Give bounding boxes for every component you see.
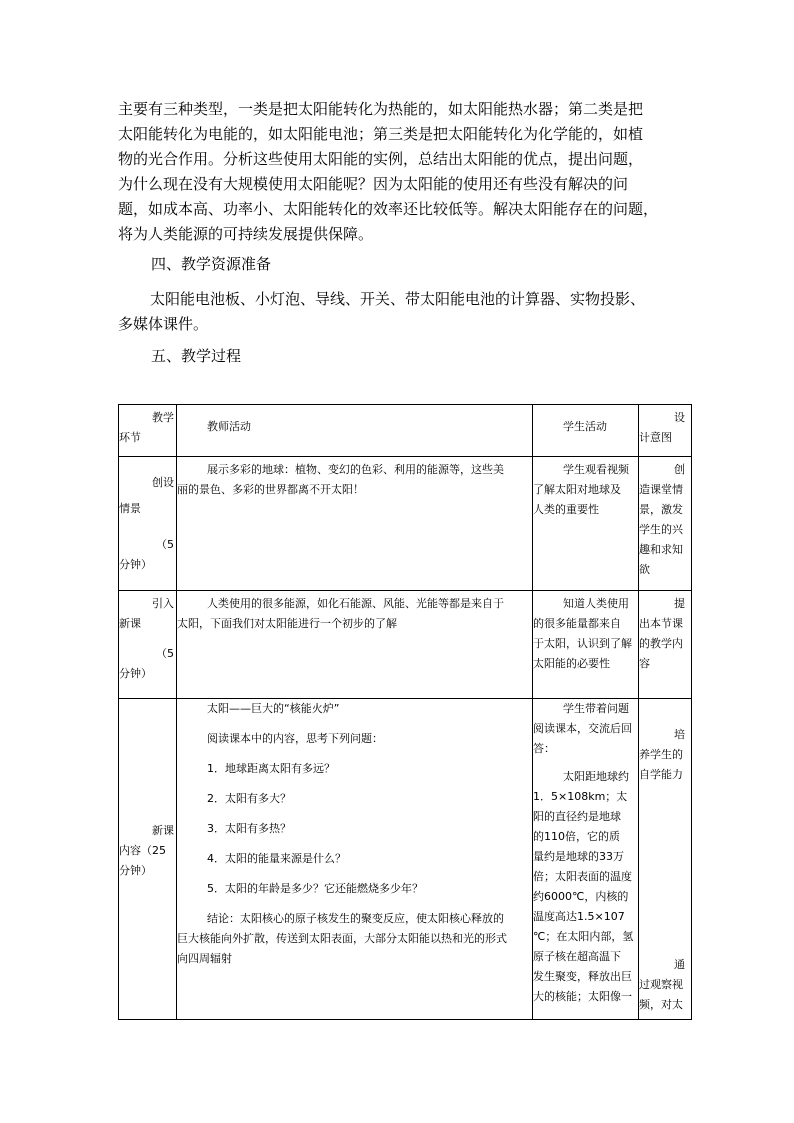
header-text: 环节: [119, 431, 141, 444]
cell-line: 趣和求知: [639, 543, 683, 556]
cell-line: 分钟）: [119, 864, 152, 877]
cell-line: 学生带着问题: [563, 702, 629, 715]
header-text: 计意图: [639, 431, 672, 444]
cell-line: 太阳距地球约: [563, 770, 629, 783]
header-student-activity: [533, 405, 639, 457]
teacher-activity-cell: [177, 457, 533, 591]
header-stage: [119, 405, 177, 457]
student-activity-cell: [533, 699, 639, 1020]
cell-line: 出本节课: [639, 617, 683, 630]
cell-line: 大的核能；太阳像一: [533, 990, 632, 1003]
cell-line: 容: [639, 657, 650, 670]
paragraph-line: 太阳能电池板、小灯泡、导线、开关、带太阳能电池的计算器、实物投影、: [150, 290, 646, 308]
cell-line: 养学生的: [639, 748, 683, 761]
cell-line: ℃；在太阳内部，氢: [533, 930, 634, 943]
paragraph-line: 太阳能转化为电能的，如太阳能电池；第三类是把太阳能转化为化学能的，如植: [118, 125, 644, 143]
cell-line: 结论：太阳核心的原子核发生的聚变反应，使太阳核心释放的: [207, 912, 504, 925]
cell-line: 情景: [119, 502, 141, 515]
cell-line: 人类使用的很多能源，如化石能源、风能、光能等都是来自于: [207, 597, 504, 610]
cell-line: 太阳能的必要性: [533, 657, 610, 670]
table-row: [119, 591, 692, 699]
design-intent-cell: [639, 591, 692, 699]
cell-line: 2．太阳有多大？: [207, 792, 291, 805]
stage-cell: [119, 591, 177, 699]
cell-line: 学生的兴: [639, 523, 683, 536]
section-heading-process: 五、教学过程: [151, 347, 242, 365]
header-teacher-activity: [177, 405, 533, 457]
cell-line: 引入: [152, 597, 174, 610]
cell-line: 频，对太: [639, 998, 683, 1011]
cell-line: 原子核在超高温下: [533, 950, 621, 963]
cell-line: 丽的景色、多彩的世界都离不开太阳！: [177, 483, 364, 496]
cell-line: 新课: [152, 824, 174, 837]
paragraph-line: 主要有三种类型，一类是把太阳能转化为热能的，如太阳能热水器；第二类是把: [118, 100, 644, 118]
paragraph-line: 物的光合作用。分析这些使用太阳能的实例，总结出太阳能的优点，提出问题，: [118, 150, 644, 168]
table-row: [119, 457, 692, 591]
paragraph-line: 多媒体课件。: [118, 315, 209, 333]
design-intent-cell: [639, 457, 692, 591]
cell-line: 欲: [639, 563, 650, 576]
cell-line: 发生聚变，释放出巨: [533, 970, 632, 983]
cell-line: 阅读课本中的内容，思考下列问题：: [207, 732, 383, 745]
cell-line: 知道人类使用: [563, 597, 629, 610]
cell-line: 5．太阳的年龄是多少？它还能燃烧多少年？: [207, 882, 423, 895]
cell-line: 景，激发: [639, 503, 683, 516]
cell-line: 太阳，下面我们对太阳能进行一个初步的了解: [177, 617, 397, 630]
table-header-row: [119, 405, 692, 457]
cell-line: 培: [674, 728, 685, 741]
cell-line: 3．太阳有多热？: [207, 822, 291, 835]
header-text: 教学: [152, 411, 174, 424]
cell-line: 创设: [152, 476, 174, 489]
intro-paragraph: [118, 97, 678, 247]
teacher-activity-cell: [177, 699, 533, 1020]
cell-line: 内容（25: [119, 844, 166, 857]
cell-line: 温度高达1.5×107: [533, 910, 625, 923]
cell-line: （5: [156, 647, 174, 660]
cell-line: 展示多彩的地球：植物、变幻的色彩、利用的能源等，这些美: [207, 463, 504, 476]
cell-line: 人类的重要性: [533, 503, 599, 516]
cell-line: 自学能力: [639, 768, 683, 781]
cell-line: 过观察视: [639, 978, 683, 991]
teacher-activity-cell: [177, 591, 533, 699]
cell-line: 1．地球距离太阳有多远？: [207, 762, 335, 775]
cell-line: 的教学内: [639, 637, 683, 650]
paragraph-line: 为什么现在没有大规模使用太阳能呢？因为太阳能的使用还有些没有解决的问: [118, 175, 629, 193]
cell-line: 阅读课本，交流后回: [533, 722, 632, 735]
cell-line: 的110倍，它的质: [533, 830, 620, 843]
header-design-intent: [639, 405, 692, 457]
cell-line: 4．太阳的能量来源是什么？: [207, 852, 346, 865]
cell-line: 分钟）: [119, 558, 152, 571]
cell-line: 巨大核能向外扩散，传送到太阳表面，大部分太阳能以热和光的形式: [177, 932, 507, 945]
cell-line: 量约是地球的33万: [533, 850, 624, 863]
stage-cell: [119, 457, 177, 591]
cell-line: 分钟）: [119, 667, 152, 680]
cell-line: 太阳——巨大的“核能火炉”: [207, 702, 340, 715]
cell-line: 创: [674, 463, 685, 476]
cell-line: 向四周辐射: [177, 952, 232, 965]
cell-line: 学生观看视频: [563, 463, 629, 476]
cell-line: 造课堂情: [639, 483, 683, 496]
resources-paragraph: [118, 287, 678, 337]
table-row: [119, 699, 692, 1020]
design-intent-cell: [639, 699, 692, 1020]
cell-line: 提: [674, 597, 685, 610]
header-text: 设: [674, 411, 685, 424]
cell-line: 于太阳，认识到了解: [533, 637, 632, 650]
paragraph-line: 题，如成本高、功率小、太阳能转化的效率还比较低等。解决太阳能存在的问题，: [118, 200, 659, 218]
stage-cell: [119, 699, 177, 1020]
header-text: 教师活动: [207, 420, 251, 433]
student-activity-cell: [533, 591, 639, 699]
lesson-process-table: [118, 404, 692, 1020]
header-text: 学生活动: [563, 420, 607, 433]
cell-line: 通: [674, 958, 685, 971]
paragraph-line: 将为人类能源的可持续发展提供保障。: [118, 225, 374, 243]
cell-line: 1．5×108km；太: [533, 790, 628, 803]
cell-line: 倍；太阳表面的温度: [533, 870, 632, 883]
cell-line: 了解太阳对地球及: [533, 483, 621, 496]
cell-line: 新课: [119, 617, 141, 630]
section-heading-resources: 四、教学资源准备: [151, 255, 272, 273]
cell-line: 答：: [533, 742, 555, 755]
cell-line: 的很多能量都来自: [533, 617, 621, 630]
cell-line: 阳的直径约是地球: [533, 810, 621, 823]
cell-line: 约6000℃，内核的: [533, 890, 629, 903]
student-activity-cell: [533, 457, 639, 591]
cell-line: （5: [156, 538, 174, 551]
